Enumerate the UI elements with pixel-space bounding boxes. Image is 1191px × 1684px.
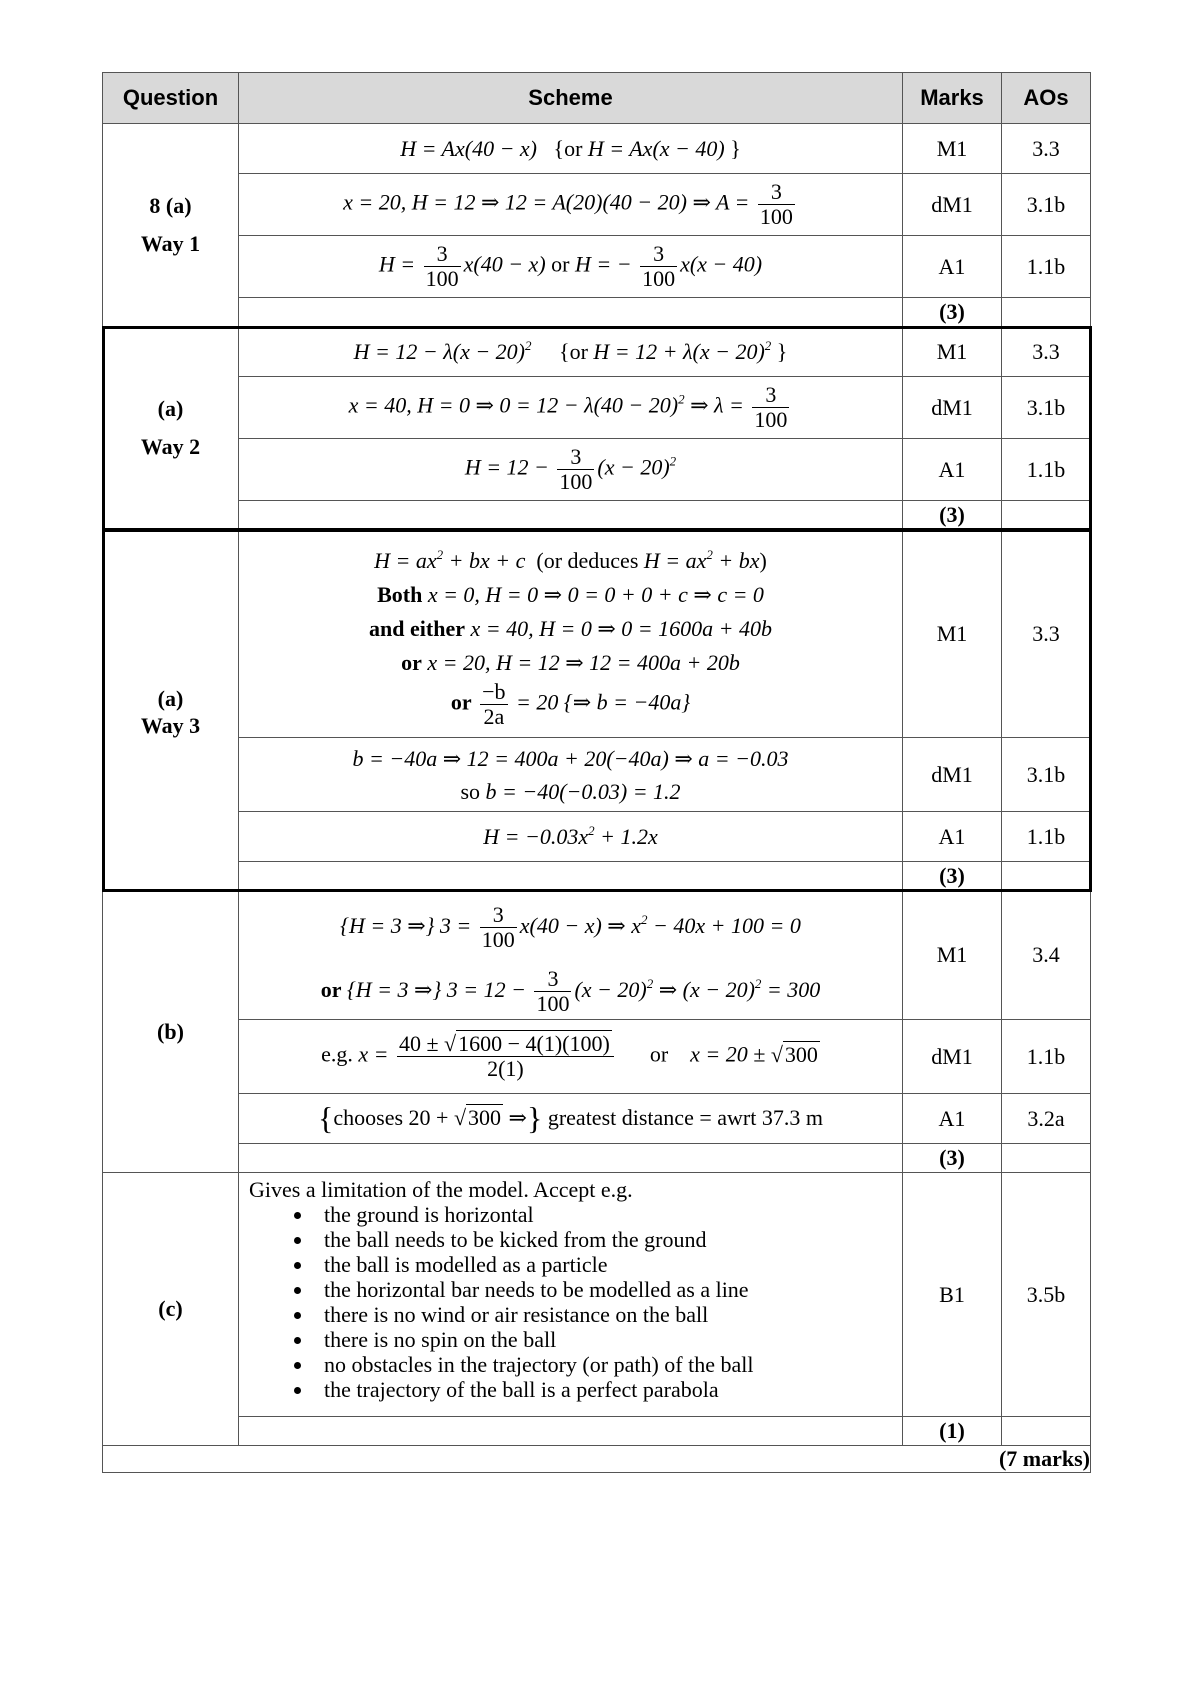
table-row	[103, 174, 1091, 236]
way1-equation-2: x = 20, H = 12 ⇒ 12 = A(20)(40 − 20) ⇒ A = $\frac{3}{100}$	[239, 174, 903, 236]
partc-mark: B1	[903, 1173, 1002, 1417]
way1-equation-1: H = Ax(40 − x) {or H = Ax(x − 40) }	[239, 124, 903, 174]
list-item: • the horizontal bar needs to be modelled as a line	[314, 1277, 902, 1302]
table-row	[103, 530, 1091, 738]
list-item: • there is no wind or air resistance on the ball	[314, 1302, 902, 1327]
way3-total: (3)	[903, 862, 1002, 891]
question-label-c: (c)	[103, 1173, 239, 1446]
header-scheme: Scheme	[239, 73, 903, 124]
table-row	[103, 501, 1091, 530]
table-row	[103, 891, 1091, 1020]
table-row	[103, 298, 1091, 327]
way3-ao-1: 3.3	[1002, 530, 1091, 738]
way2-mark-2: dM1	[903, 377, 1002, 439]
header-aos: AOs	[1002, 73, 1091, 124]
table-row	[103, 1020, 1091, 1094]
list-item: • the ground is horizontal	[314, 1202, 902, 1227]
partb-mark-1: M1	[903, 891, 1002, 1020]
table-row	[103, 1144, 1091, 1173]
table-row	[103, 1173, 1091, 1417]
table-row	[103, 439, 1091, 501]
limitations-list	[239, 1202, 902, 1402]
table-row	[103, 377, 1091, 439]
way2-equation-2: x = 40, H = 0 ⇒ $0 = 12 - \lambda(40 - 20)^2$ ⇒ λ = $\frac{3}{100}$	[239, 377, 903, 439]
partc-limitations	[239, 1173, 903, 1417]
question-label-way3: (a) Way 3	[103, 530, 239, 891]
way3-equations-1: $H = ax^2$ + bx + c (or deduces $H = ax^2 + bx$) Both x = 0, H = 0 ⇒ 0 = 0 + 0 + c ⇒ c = 0 and either x = 40, H = 0 ⇒ 0 = 1600a + 40b or x = 20, H = 12 ⇒ 12 = 400a + 20b or $\frac{-b}{2a}$ = 20 {⇒ b = −40a}	[239, 530, 903, 738]
table-header-row	[103, 73, 1091, 124]
partb-ao-2: 1.1b	[1002, 1020, 1091, 1094]
list-item: • there is no spin on the ball	[314, 1327, 902, 1352]
total-marks: (7 marks)	[103, 1446, 1091, 1473]
way1-ao-2: 3.1b	[1002, 174, 1091, 236]
partb-ao-1: 3.4	[1002, 891, 1091, 1020]
way2-total: (3)	[903, 501, 1002, 530]
way3-equation-3: $H = -0.03x^2 + 1.2x$	[239, 812, 903, 862]
way3-mark-3: A1	[903, 812, 1002, 862]
way2-equation-1: $H = 12 - \lambda(x - 20)^2$ {or $H = 12 + \lambda(x - 20)^2$ }	[239, 327, 903, 377]
partb-total: (3)	[903, 1144, 1002, 1173]
way2-ao-3: 1.1b	[1002, 439, 1091, 501]
way1-ao-3: 1.1b	[1002, 236, 1091, 298]
way3-equations-2: b = −40a ⇒ 12 = 400a + 20(−40a) ⇒ a = −0.03 so b = −40(−0.03) = 1.2	[239, 738, 903, 812]
partb-mark-3: A1	[903, 1094, 1002, 1144]
partc-ao: 3.5b	[1002, 1173, 1091, 1417]
table-row	[103, 327, 1091, 377]
table-row	[103, 862, 1091, 891]
way3-mark-2: dM1	[903, 738, 1002, 812]
way3-ao-2: 3.1b	[1002, 738, 1091, 812]
partb-ao-3: 3.2a	[1002, 1094, 1091, 1144]
way1-total: (3)	[903, 298, 1002, 327]
way3-ao-3: 1.1b	[1002, 812, 1091, 862]
way1-ao-1: 3.3	[1002, 124, 1091, 174]
header-marks: Marks	[903, 73, 1002, 124]
table-row	[103, 1094, 1091, 1144]
partc-intro: Gives a limitation of the model. Accept e.g.	[249, 1177, 633, 1202]
list-item: • the trajectory of the ball is a perfect parabola	[314, 1377, 902, 1402]
way3-mark-1: M1	[903, 530, 1002, 738]
partb-equations-1: {H = 3 ⇒} 3 = $\frac{3}{100}$ x(40 − x) ⇒ $x^2 - 40x + 100 = 0$ or {H = 3 ⇒} 3 = 12 − $\frac{3}{100}$ $(x - 20)^2$ ⇒ $(x - 20)^2 = 300$	[239, 891, 903, 1020]
question-label-way2: (a) Way 2	[103, 327, 239, 530]
list-item: • the ball is modelled as a particle	[314, 1252, 902, 1277]
table-row	[103, 1446, 1091, 1473]
way1-mark-1: M1	[903, 124, 1002, 174]
table-row	[103, 812, 1091, 862]
question-label-way1: 8 (a) Way 1	[103, 124, 239, 327]
way2-mark-1: M1	[903, 327, 1002, 377]
table-row	[103, 1417, 1091, 1446]
partb-mark-2: dM1	[903, 1020, 1002, 1094]
partb-equation-3: {chooses 20 + √300 ⇒} greatest distance = awrt 37.3 m	[239, 1094, 903, 1144]
table-row	[103, 124, 1091, 174]
list-item: • the ball needs to be kicked from the ground	[314, 1227, 902, 1252]
mark-scheme-sheet	[102, 72, 1090, 1473]
partb-equation-2: e.g. x = $\frac{40 \pm √1600 - 4(1)(100)}{2(1)}$ or x = 20 ± √300	[239, 1020, 903, 1094]
way1-mark-3: A1	[903, 236, 1002, 298]
header-question: Question	[103, 73, 239, 124]
way2-ao-2: 3.1b	[1002, 377, 1091, 439]
way1-equation-3: H = $\frac{3}{100}$ x(40 − x) or H = − $\frac{3}{100}$ x(x − 40)	[239, 236, 903, 298]
way2-equation-3: H = 12 − $\frac{3}{100}$ $(x - 20)^2$	[239, 439, 903, 501]
way2-mark-3: A1	[903, 439, 1002, 501]
table-row	[103, 738, 1091, 812]
mark-scheme-table	[102, 72, 1091, 1473]
table-row	[103, 236, 1091, 298]
list-item: • no obstacles in the trajectory (or path) of the ball	[314, 1352, 902, 1377]
way1-mark-2: dM1	[903, 174, 1002, 236]
way2-ao-1: 3.3	[1002, 327, 1091, 377]
partc-total: (1)	[903, 1417, 1002, 1446]
question-label-b: (b)	[103, 891, 239, 1173]
